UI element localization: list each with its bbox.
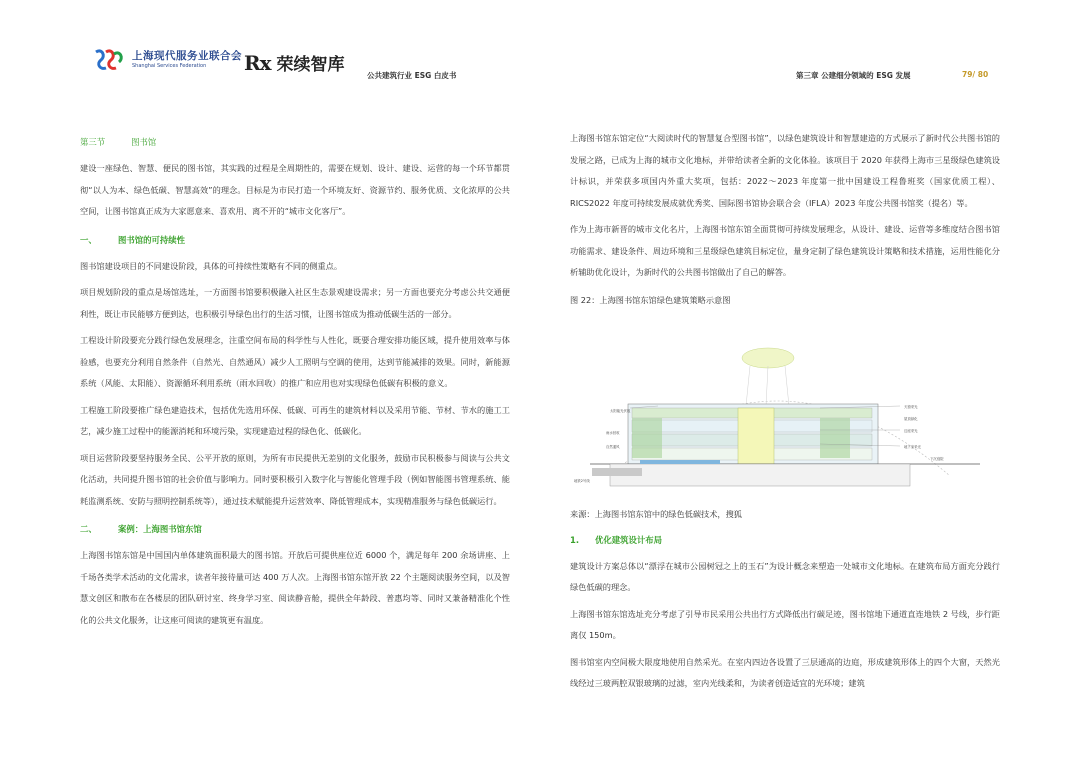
heading-layout	[570, 529, 1000, 551]
figure-label: 地铁2号线	[574, 479, 590, 483]
rainwater-pool	[640, 460, 720, 464]
paragraph: 作为上海市新晋的城市文化名片，上海图书馆东馆全面贯彻可持续发展理念，从设计、建设、运营等多维度结合图书馆功能需求、建设条件、周边环境和三星级绿色建筑目标定位，量身定制了绿色建筑设计策略和技术措施，运用性能化分析辅助优化设计，为新时代的公共图书馆做出了自己的解答。	[570, 224, 1000, 277]
figure-label: 下沉庭院	[930, 457, 944, 461]
intro-paragraph: 建设一座绿色、智慧、便民的图书馆，其实践的过程是全周期性的，需要在规划、设计、建设、运营的每一个环节都贯彻“以人为本、绿色低碳、智慧高效”的理念。目标是为市民打造一个环境友好、资源节约、服务优质、文化浓厚的公共空间，让图书馆真正成为大家愿意来、喜欢用、离不开的“城市文化客厅”。	[80, 163, 510, 216]
paragraph: 上海图书馆东馆定位“大阅读时代的智慧复合型图书馆”，以绿色建筑设计和智慧建造的方式展示了新时代公共图书馆的发展之路，已成为上海的城市文化地标，并带给读者全新的文化体验。该项目于 2020 年获得上海市三星级绿色建筑设计标识，并荣获多项国内外重大奖项，包括：2022～2023 年度第一批中国建设工程鲁班奖（国家优质工程）、RICS2022 年度可持续发展成就优秀奖、国际图书馆协会联合会（IFLA）2023 年度公共图书馆奖（提名）等。	[570, 133, 1000, 208]
central-atrium	[738, 408, 774, 464]
paragraph: 图书馆建设项目的不同建设阶段，具体的可持续性策略有不同的侧重点。	[80, 260, 343, 271]
heading-title: 优化建筑设计布局	[595, 534, 663, 545]
green-building-strategy-diagram	[570, 336, 1000, 508]
section-heading	[80, 131, 510, 153]
rx-mark: Rx	[244, 50, 271, 75]
figure-source: 来源：上海图书馆东馆中的绿色低碳技术，搜狐	[570, 508, 742, 519]
basement	[610, 464, 910, 486]
federation-name-cn: 上海现代服务业联合会	[132, 49, 242, 62]
paragraph: 上海图书馆东馆是中国国内单体建筑面积最大的图书馆。开放后可提供座位近 6000 个，满足每年 200 余场讲座、上千场各类学术活动的文化需求，读者年接待量可达 400 万人次。上海图书馆东馆开放 22 个主题阅读服务空间，以及智慧文创区和散布在各楼层的团队研讨室、终身学习室、阅读静音舱，提供全年龄段、普惠均等、同时又兼备精准化个性化的公共文化服务，让这座可阅读的建筑更有温度。	[80, 550, 510, 625]
paragraph: 图书馆室内空间极大限度地使用自然采光。在室内四边各设置了三层通高的边庭，形成建筑形体上的四个大窗，天然光线经过三玻两腔双银玻璃的过滤，室内光线柔和，为读者创造适宜的光环境；建筑	[570, 656, 1000, 688]
paragraph: 上海图书馆东馆选址充分考虑了引导市民采用公共出行方式降低出行碳足迹，图书馆地下通道直连地铁 2 号线，步行距离仅 150m。	[570, 608, 1000, 640]
section-number: 第三节	[80, 137, 106, 147]
heading-title: 图书馆的可持续性	[118, 234, 185, 245]
heading-case-study	[80, 518, 510, 540]
figure-label: 自然通风	[606, 445, 620, 449]
sun-icon	[742, 348, 794, 368]
paragraph: 项目规划阶段的重点是场馆选址，一方面图书馆要积极融入社区生态景观建设需求；另一方面也要充分考虑公共交通便利性，既让市民能够方便到达，也积极引导绿色出行的生活习惯，让图书馆成为推动低碳生活的一部分。	[80, 287, 510, 319]
heading-number: 二、	[80, 524, 97, 534]
section-title: 图书馆	[131, 137, 157, 147]
heading-title: 案例：上海图书馆东馆	[118, 524, 202, 534]
document-title: 公共建筑行业 ESG 白皮书	[367, 71, 457, 80]
rx-think-tank-logo	[244, 50, 345, 75]
vertical-greenery	[820, 418, 850, 458]
heading-number: 一、	[80, 234, 97, 245]
left-column	[80, 128, 510, 631]
heading-number: 1.	[570, 534, 580, 545]
figure-caption: 图 22：上海图书馆东馆绿色建筑策略示意图	[570, 294, 731, 305]
federation-logo-icon	[92, 48, 126, 72]
heading-sustainability	[80, 229, 510, 251]
paragraph: 建筑设计方案总体以“漂浮在城市公园树冠之上的玉石”为设计概念来塑造一处城市文化地标。在建筑布局方面充分践行绿色低碳的理念。	[570, 560, 1000, 592]
page-header	[0, 0, 1080, 100]
chapter-title: 第三章 公建细分领域的 ESG 发展	[796, 71, 911, 80]
federation-name-en: Shanghai Services Federation	[132, 63, 207, 70]
figure-label: 地下室采光	[904, 445, 921, 449]
figure-label: 天窗采光	[904, 405, 918, 409]
figure-label: 雨水回收	[606, 431, 620, 435]
figure-label: 屋顶绿化	[904, 417, 918, 421]
building-section-illustration	[570, 336, 1000, 508]
paragraph: 工程设计阶段要充分践行绿色发展理念，注重空间布局的科学性与人性化，既要合理安排功能区域，提升使用效率与体验感，也要充分利用自然条件（自然光、自然通风）减少人工照明与空调的使用，达到节能减排的效果。同时，新能源系统（风能、太阳能）、资源循环利用系统（雨水回收）的推广和应用也对实现绿色低碳有积极的意义。	[80, 335, 510, 388]
subway-tunnel	[592, 468, 642, 476]
figure-label: 太阳能光伏板	[610, 409, 631, 413]
shanghai-services-federation-logo	[92, 48, 242, 72]
paragraph: 项目运营阶段要坚持服务全民、公平开放的原则，为所有市民提供无差别的文化服务，鼓励市民积极参与阅读与公共文化活动，共同提升图书馆的社会价值与影响力。同时要积极引入数字化与智能化管理手段（例如智能图书管理系统、能耗监测系统、安防与照明控制系统等），通过技术赋能提升运营效率、降低管理成本，实现精准服务与绿色低碳运行。	[80, 452, 510, 506]
page-number: 79/ 80	[962, 70, 989, 79]
rx-name: 荣续智库	[276, 55, 345, 75]
figure-label: 边庭采光	[904, 429, 918, 433]
vertical-greenery	[632, 418, 662, 458]
paragraph: 工程施工阶段要推广绿色建造技术，包括优先选用环保、低碳、可再生的建筑材料以及采用节能、节材、节水的施工工艺，减少施工过程中的能源消耗和环境污染，实现建造过程的绿色化、低碳化。	[80, 404, 510, 436]
